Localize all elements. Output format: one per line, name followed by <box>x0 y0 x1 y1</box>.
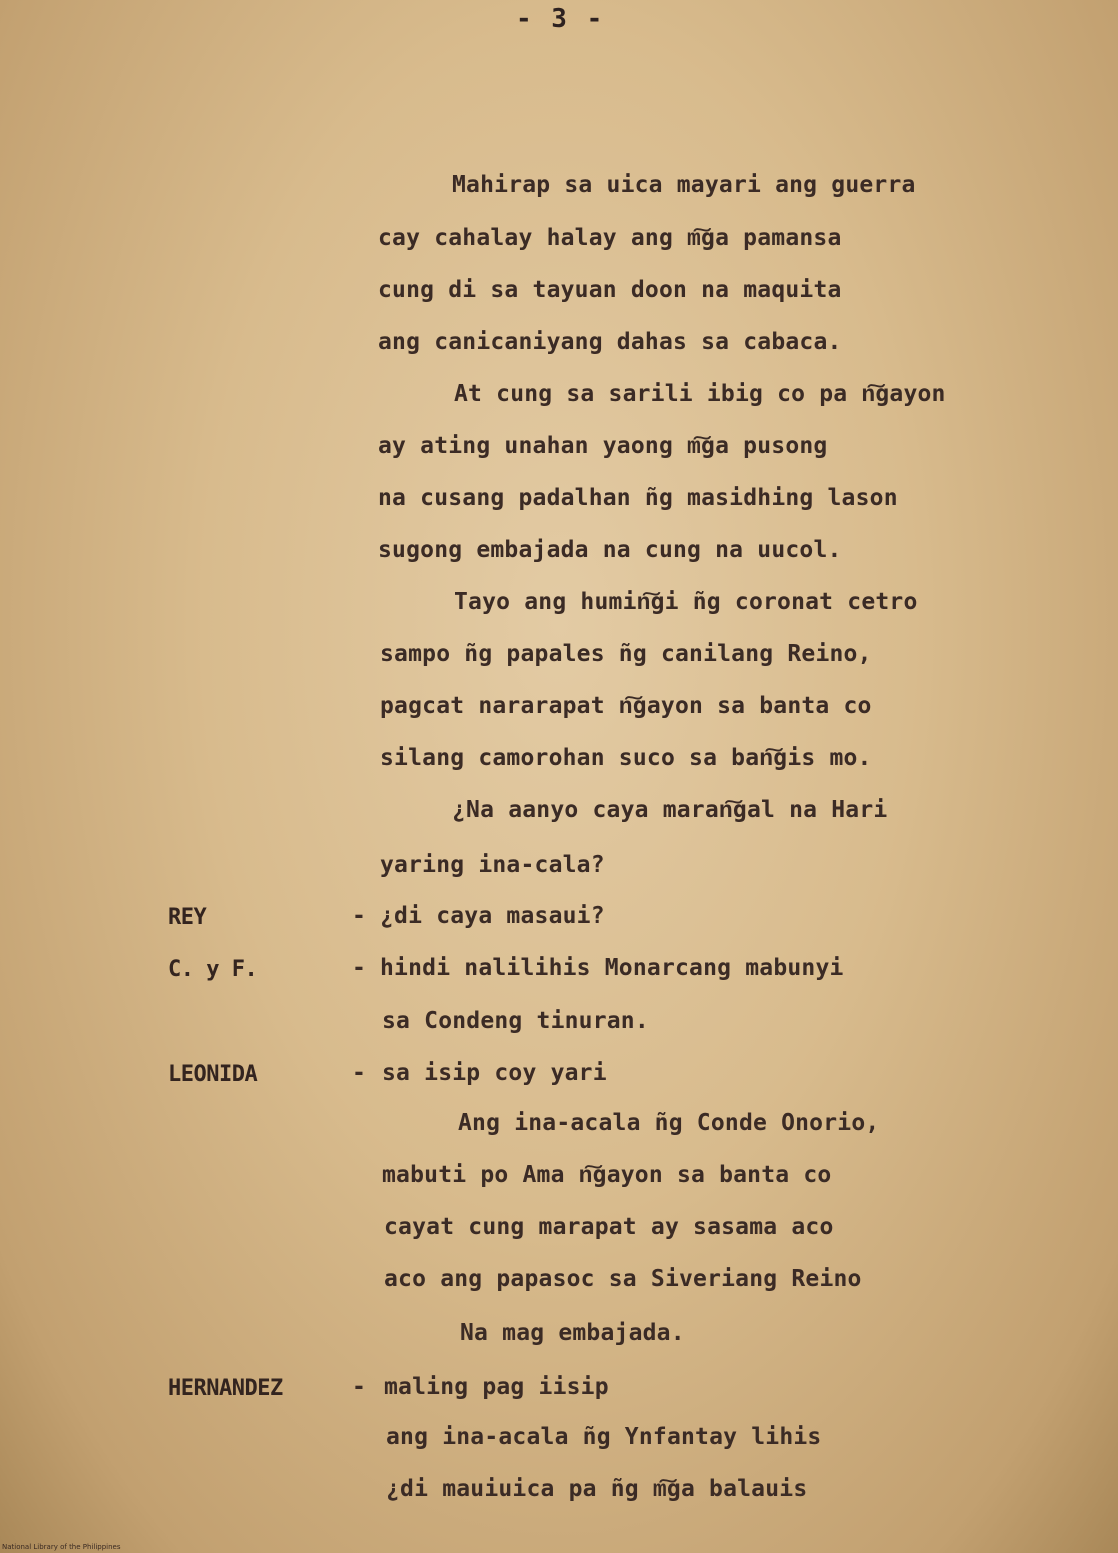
speaker-dash: - <box>352 955 366 981</box>
verse-line: cayat cung marapat ay sasama aco <box>384 1214 834 1240</box>
verse-line: ¿Na aanyo caya maran͠gal na Hari <box>452 797 888 823</box>
page-number: - 3 - <box>516 4 605 34</box>
verse-line: At cung sa sarili ibig co pa n͠gayon <box>454 381 946 407</box>
verse-line: Na mag embajada. <box>460 1320 685 1346</box>
speaker-rey: REY <box>168 905 207 930</box>
verse-line: Ang ina-acala ñg Conde Onorio, <box>458 1110 880 1136</box>
verse-line: silang camorohan suco sa ban͠gis mo. <box>380 745 872 771</box>
verse-line: cung di sa tayuan doon na maquita <box>378 277 842 303</box>
speaker-hernandez: HERNANDEZ <box>168 1376 283 1401</box>
verse-line: mabuti po Ama n͠gayon sa banta co <box>382 1162 832 1188</box>
verse-line: yaring ina-cala? <box>380 852 605 878</box>
verse-line: sa isip coy yari <box>382 1060 607 1086</box>
verse-line: maling pag iisip <box>384 1374 609 1400</box>
verse-line: Tayo ang humin͠gi ñg coronat cetro <box>454 589 918 615</box>
speaker-c-y-f: C. y F. <box>168 957 258 982</box>
verse-line: aco ang papasoc sa Siveriang Reino <box>384 1266 862 1292</box>
verse-line: hindi nalilihis Monarcang mabunyi <box>380 955 844 981</box>
verse-line: ¿di caya masaui? <box>380 903 605 929</box>
footer-credit: National Library of the Philippines <box>2 1543 121 1551</box>
verse-line: sampo ñg papales ñg canilang Reino, <box>380 641 872 667</box>
verse-line: sugong embajada na cung na uucol. <box>378 537 842 563</box>
speaker-dash: - <box>352 1060 366 1086</box>
verse-line: na cusang padalhan ñg masidhing lason <box>378 485 898 511</box>
verse-line: ang canicaniyang dahas sa cabaca. <box>378 329 842 355</box>
speaker-leonida: LEONIDA <box>168 1062 258 1087</box>
verse-line: ¿di mauiuica pa ñg m͠ga balauis <box>386 1476 808 1502</box>
verse-line: ang ina-acala ñg Ynfantay lihis <box>386 1424 822 1450</box>
speaker-dash: - <box>352 903 366 929</box>
verse-line: sa Condeng tinuran. <box>382 1008 649 1034</box>
verse-line: pagcat nararapat n͠gayon sa banta co <box>380 693 872 719</box>
verse-line: Mahirap sa uica mayari ang guerra <box>452 172 916 198</box>
verse-line: ay ating unahan yaong m͠ga pusong <box>378 433 828 459</box>
speaker-dash: - <box>352 1374 366 1400</box>
verse-line: cay cahalay halay ang m͠ga pamansa <box>378 225 842 251</box>
